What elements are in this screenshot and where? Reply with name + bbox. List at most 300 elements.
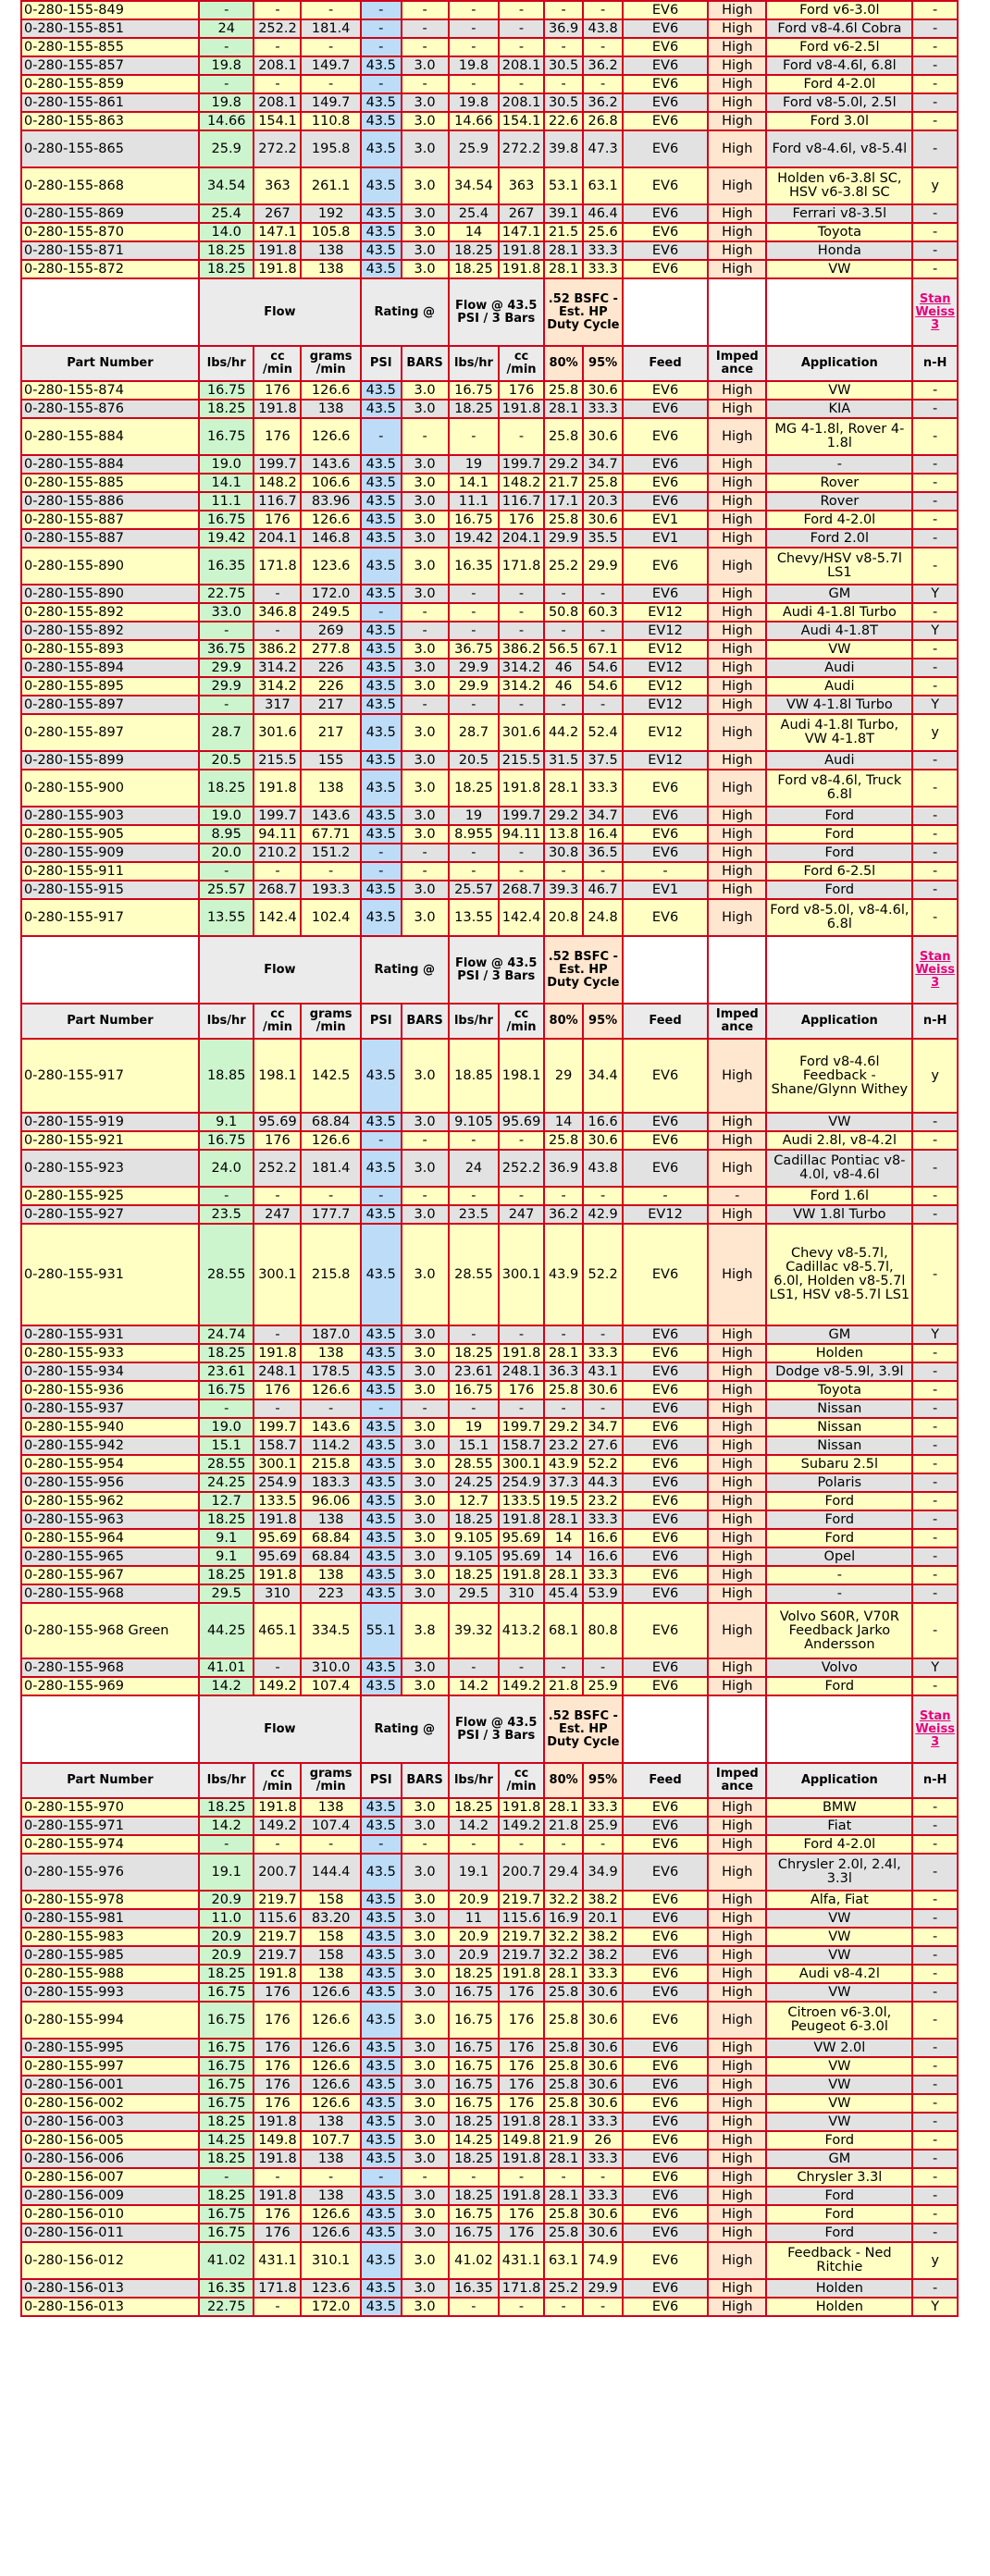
feed: EV6 bbox=[623, 223, 708, 241]
hp-95: 29.9 bbox=[583, 2279, 623, 2298]
part-number: 0-280-155-937 bbox=[21, 1399, 199, 1418]
flow-cc-min: 133.5 bbox=[499, 1492, 544, 1510]
cc-min: 199.7 bbox=[254, 1418, 301, 1436]
hp-80: 25.8 bbox=[544, 1381, 584, 1399]
application: Ford bbox=[766, 2224, 912, 2242]
bars: - bbox=[402, 1131, 449, 1150]
part-number: 0-280-155-890 bbox=[21, 585, 199, 603]
stan-weiss-link[interactable]: Stan Weiss 3 bbox=[912, 936, 958, 1004]
bars: - bbox=[402, 1187, 449, 1205]
impedance: High bbox=[708, 2205, 766, 2224]
cc-min: 200.7 bbox=[254, 1854, 301, 1891]
lbs-hr: 16.35 bbox=[199, 548, 254, 585]
n-h: - bbox=[912, 1381, 958, 1399]
bars: 3.0 bbox=[402, 881, 449, 899]
part-number: 0-280-155-903 bbox=[21, 807, 199, 825]
impedance: High bbox=[708, 2057, 766, 2076]
header-blank bbox=[21, 936, 199, 1004]
table-row bbox=[21, 2187, 958, 2205]
hp-95: 27.6 bbox=[583, 1436, 623, 1455]
psi: 43.5 bbox=[361, 2298, 402, 2316]
n-h: - bbox=[912, 2168, 958, 2187]
psi: 43.5 bbox=[361, 1362, 402, 1381]
n-h: - bbox=[912, 603, 958, 622]
cc-min: 154.1 bbox=[254, 112, 301, 130]
n-h: - bbox=[912, 2076, 958, 2094]
grams-min: - bbox=[301, 38, 360, 56]
grams-min: 181.4 bbox=[301, 1150, 360, 1187]
cc-min: - bbox=[254, 1658, 301, 1677]
application: Rover bbox=[766, 474, 912, 492]
bars: 3.0 bbox=[402, 1113, 449, 1131]
flow-cc-min: 142.4 bbox=[499, 899, 544, 936]
hp-95: - bbox=[583, 75, 623, 93]
feed: EV6 bbox=[623, 1854, 708, 1891]
n-h: - bbox=[912, 1510, 958, 1529]
application: Ford v6-2.5l bbox=[766, 38, 912, 56]
feed: EV6 bbox=[623, 112, 708, 130]
part-number: 0-280-156-012 bbox=[21, 2242, 199, 2279]
flow-lbs-hr: 14.66 bbox=[449, 112, 500, 130]
hp-80: - bbox=[544, 1399, 584, 1418]
application: Audi 4-1.8T bbox=[766, 622, 912, 640]
flow-cc-min: 248.1 bbox=[499, 1362, 544, 1381]
flow-cc-min: 191.8 bbox=[499, 770, 544, 807]
hp-80: 25.8 bbox=[544, 1983, 584, 2002]
flow-cc-min: 171.8 bbox=[499, 2279, 544, 2298]
flow-cc-min: 199.7 bbox=[499, 455, 544, 474]
n-h: - bbox=[912, 677, 958, 696]
table-row bbox=[21, 603, 958, 622]
hp-95: 30.6 bbox=[583, 2057, 623, 2076]
lbs-hr: 23.5 bbox=[199, 1205, 254, 1224]
cc-min: 191.8 bbox=[254, 1344, 301, 1362]
application: Audi 4-1.8l Turbo, VW 4-1.8T bbox=[766, 714, 912, 751]
flow-lbs-hr: 18.25 bbox=[449, 1798, 500, 1817]
impedance: High bbox=[708, 844, 766, 862]
flow-lbs-hr: 14.2 bbox=[449, 1677, 500, 1695]
flow-lbs-hr: 20.9 bbox=[449, 1928, 500, 1946]
hp-80: 16.9 bbox=[544, 1909, 584, 1928]
part-number: 0-280-155-868 bbox=[21, 167, 199, 204]
grams-min: - bbox=[301, 862, 360, 881]
hp-95: - bbox=[583, 862, 623, 881]
hp-80: 13.8 bbox=[544, 825, 584, 844]
n-h: - bbox=[912, 1677, 958, 1695]
feed: EV6 bbox=[623, 1983, 708, 2002]
hp-80: 44.2 bbox=[544, 714, 584, 751]
bars: 3.0 bbox=[402, 1529, 449, 1547]
hp-80: 28.1 bbox=[544, 400, 584, 418]
impedance: High bbox=[708, 1455, 766, 1473]
application: Volvo S60R, V70R Feedback Jarko Andersson bbox=[766, 1603, 912, 1658]
part-number: 0-280-155-936 bbox=[21, 1381, 199, 1399]
table-row bbox=[21, 474, 958, 492]
flow-cc-min: 268.7 bbox=[499, 881, 544, 899]
feed: EV6 bbox=[623, 2131, 708, 2150]
n-h: - bbox=[912, 1603, 958, 1658]
grams-min: 138 bbox=[301, 1566, 360, 1584]
feed: EV12 bbox=[623, 677, 708, 696]
part-number: 0-280-155-919 bbox=[21, 1113, 199, 1131]
grams-min: 192 bbox=[301, 204, 360, 223]
grams-min: 126.6 bbox=[301, 381, 360, 400]
flow-cc-min: - bbox=[499, 622, 544, 640]
psi: 43.5 bbox=[361, 2057, 402, 2076]
bars: 3.0 bbox=[402, 659, 449, 677]
application: Audi v8-4.2l bbox=[766, 1965, 912, 1983]
impedance: High bbox=[708, 2113, 766, 2131]
hp-95: - bbox=[583, 696, 623, 714]
flow-cc-min: 191.8 bbox=[499, 1344, 544, 1362]
hp-80: 25.2 bbox=[544, 548, 584, 585]
bars: 3.0 bbox=[402, 1584, 449, 1603]
hp-80: 25.8 bbox=[544, 2002, 584, 2039]
application: Ford bbox=[766, 2187, 912, 2205]
part-number: 0-280-155-870 bbox=[21, 223, 199, 241]
cc-min: - bbox=[254, 2298, 301, 2316]
cc-min: - bbox=[254, 585, 301, 603]
lbs-hr: 20.0 bbox=[199, 844, 254, 862]
hp-80: - bbox=[544, 38, 584, 56]
header-flow-cc-min: cc /min bbox=[499, 1004, 544, 1039]
lbs-hr: 18.25 bbox=[199, 2187, 254, 2205]
psi: 43.5 bbox=[361, 881, 402, 899]
grams-min: 178.5 bbox=[301, 1362, 360, 1381]
hp-80: - bbox=[544, 1325, 584, 1344]
part-number: 0-280-155-897 bbox=[21, 714, 199, 751]
feed: EV6 bbox=[623, 1965, 708, 1983]
bars: 3.0 bbox=[402, 1817, 449, 1835]
psi: 43.5 bbox=[361, 1658, 402, 1677]
hp-95: 30.6 bbox=[583, 2205, 623, 2224]
flow-lbs-hr: 16.75 bbox=[449, 2094, 500, 2113]
lbs-hr: - bbox=[199, 622, 254, 640]
cc-min: 210.2 bbox=[254, 844, 301, 862]
flow-lbs-hr: 18.25 bbox=[449, 2113, 500, 2131]
flow-lbs-hr: 29.9 bbox=[449, 677, 500, 696]
grams-min: 138 bbox=[301, 260, 360, 278]
grams-min: 138 bbox=[301, 1798, 360, 1817]
lbs-hr: - bbox=[199, 2168, 254, 2187]
flow-cc-min: - bbox=[499, 1325, 544, 1344]
grams-min: 142.5 bbox=[301, 1039, 360, 1113]
impedance: High bbox=[708, 492, 766, 511]
application: VW bbox=[766, 381, 912, 400]
cc-min: 219.7 bbox=[254, 1891, 301, 1909]
feed: EV6 bbox=[623, 807, 708, 825]
table-row bbox=[21, 75, 958, 93]
flow-lbs-hr: 16.75 bbox=[449, 2002, 500, 2039]
flow-lbs-hr: - bbox=[449, 1835, 500, 1854]
grams-min: 261.1 bbox=[301, 167, 360, 204]
table-row bbox=[21, 511, 958, 529]
flow-lbs-hr: - bbox=[449, 1, 500, 19]
feed: EV6 bbox=[623, 1362, 708, 1381]
application: Ford v8-5.0l, 2.5l bbox=[766, 93, 912, 112]
lbs-hr: - bbox=[199, 696, 254, 714]
part-number: 0-280-155-917 bbox=[21, 899, 199, 936]
cc-min: 219.7 bbox=[254, 1946, 301, 1965]
impedance: High bbox=[708, 2168, 766, 2187]
flow-lbs-hr: 16.75 bbox=[449, 2205, 500, 2224]
impedance: High bbox=[708, 2279, 766, 2298]
flow-cc-min: 199.7 bbox=[499, 807, 544, 825]
psi: 43.5 bbox=[361, 529, 402, 548]
hp-80: 30.5 bbox=[544, 93, 584, 112]
table-row bbox=[21, 1187, 958, 1205]
hp-95: 34.7 bbox=[583, 455, 623, 474]
grams-min: 83.20 bbox=[301, 1909, 360, 1928]
flow-lbs-hr: - bbox=[449, 2298, 500, 2316]
impedance: High bbox=[708, 1131, 766, 1150]
application: VW bbox=[766, 2076, 912, 2094]
stan-weiss-link[interactable]: Stan Weiss 3 bbox=[912, 1695, 958, 1763]
hp-80: 28.1 bbox=[544, 2150, 584, 2168]
impedance: High bbox=[708, 474, 766, 492]
bars: 3.0 bbox=[402, 1039, 449, 1113]
table-row bbox=[21, 825, 958, 844]
table-row bbox=[21, 418, 958, 455]
feed: EV12 bbox=[623, 659, 708, 677]
n-h: - bbox=[912, 1455, 958, 1473]
grams-min: 144.4 bbox=[301, 1854, 360, 1891]
stan-weiss-link[interactable]: Stan Weiss 3 bbox=[912, 278, 958, 346]
hp-95: 30.6 bbox=[583, 2224, 623, 2242]
flow-cc-min: 413.2 bbox=[499, 1603, 544, 1658]
cc-min: 133.5 bbox=[254, 1492, 301, 1510]
bars: 3.0 bbox=[402, 1205, 449, 1224]
bars: 3.0 bbox=[402, 1325, 449, 1344]
bars: 3.0 bbox=[402, 1510, 449, 1529]
grams-min: 83.96 bbox=[301, 492, 360, 511]
cc-min: 176 bbox=[254, 1131, 301, 1150]
feed: EV6 bbox=[623, 2168, 708, 2187]
application: Ford v8-4.6l Cobra bbox=[766, 19, 912, 38]
psi: 55.1 bbox=[361, 1603, 402, 1658]
hp-80: 46 bbox=[544, 659, 584, 677]
table-row bbox=[21, 1965, 958, 1983]
application: Ford 6-2.5l bbox=[766, 862, 912, 881]
hp-95: 29.9 bbox=[583, 548, 623, 585]
hp-95: 52.2 bbox=[583, 1224, 623, 1325]
header-cc-min: cc /min bbox=[254, 346, 301, 381]
hp-80: - bbox=[544, 585, 584, 603]
n-h: - bbox=[912, 862, 958, 881]
grams-min: 223 bbox=[301, 1584, 360, 1603]
application: VW bbox=[766, 1946, 912, 1965]
hp-80: 17.1 bbox=[544, 492, 584, 511]
lbs-hr: 34.54 bbox=[199, 167, 254, 204]
bars: 3.0 bbox=[402, 585, 449, 603]
hp-80: 31.5 bbox=[544, 751, 584, 770]
header-cc-min: cc /min bbox=[254, 1763, 301, 1798]
part-number: 0-280-155-887 bbox=[21, 511, 199, 529]
psi: 43.5 bbox=[361, 2187, 402, 2205]
n-h: - bbox=[912, 38, 958, 56]
bars: 3.0 bbox=[402, 2150, 449, 2168]
application: Chrysler 2.0l, 2.4l, 3.3l bbox=[766, 1854, 912, 1891]
impedance: High bbox=[708, 2094, 766, 2113]
n-h: - bbox=[912, 1798, 958, 1817]
cc-min: 149.2 bbox=[254, 1817, 301, 1835]
psi: 43.5 bbox=[361, 241, 402, 260]
grams-min: 138 bbox=[301, 241, 360, 260]
table-row bbox=[21, 2113, 958, 2131]
bars: 3.0 bbox=[402, 2039, 449, 2057]
header-blank bbox=[766, 936, 912, 1004]
flow-lbs-hr: 13.55 bbox=[449, 899, 500, 936]
lbs-hr: 20.9 bbox=[199, 1891, 254, 1909]
cc-min: 115.6 bbox=[254, 1909, 301, 1928]
application: VW bbox=[766, 2113, 912, 2131]
hp-95: 30.6 bbox=[583, 1983, 623, 2002]
flow-lbs-hr: 18.25 bbox=[449, 1510, 500, 1529]
n-h: - bbox=[912, 1113, 958, 1131]
table-row bbox=[21, 2205, 958, 2224]
impedance: High bbox=[708, 38, 766, 56]
lbs-hr: 22.75 bbox=[199, 585, 254, 603]
grams-min: 68.84 bbox=[301, 1113, 360, 1131]
feed: EV6 bbox=[623, 1436, 708, 1455]
cc-min: 191.8 bbox=[254, 1965, 301, 1983]
flow-cc-min: 176 bbox=[499, 2057, 544, 2076]
header-flow: Flow bbox=[199, 278, 361, 346]
hp-95: 53.9 bbox=[583, 1584, 623, 1603]
bars: 3.0 bbox=[402, 1436, 449, 1455]
flow-cc-min: 272.2 bbox=[499, 130, 544, 167]
application: Opel bbox=[766, 1547, 912, 1566]
impedance: High bbox=[708, 1547, 766, 1566]
psi: 43.5 bbox=[361, 93, 402, 112]
hp-95: 36.5 bbox=[583, 844, 623, 862]
feed: EV6 bbox=[623, 2298, 708, 2316]
n-h: - bbox=[912, 260, 958, 278]
psi: 43.5 bbox=[361, 1983, 402, 2002]
feed: EV6 bbox=[623, 1, 708, 19]
bars: 3.0 bbox=[402, 825, 449, 844]
table-row bbox=[21, 1584, 958, 1603]
lbs-hr: 13.55 bbox=[199, 899, 254, 936]
hp-80: 14 bbox=[544, 1529, 584, 1547]
hp-95: 33.3 bbox=[583, 770, 623, 807]
cc-min: - bbox=[254, 1187, 301, 1205]
n-h: - bbox=[912, 2205, 958, 2224]
impedance: High bbox=[708, 1113, 766, 1131]
header-flow: Flow bbox=[199, 1695, 361, 1763]
flow-lbs-hr: 9.105 bbox=[449, 1547, 500, 1566]
bars: 3.0 bbox=[402, 1946, 449, 1965]
hp-80: 30.5 bbox=[544, 56, 584, 75]
flow-cc-min: 154.1 bbox=[499, 112, 544, 130]
grams-min: 193.3 bbox=[301, 881, 360, 899]
flow-lbs-hr: 19.42 bbox=[449, 529, 500, 548]
header-grams-min: grams /min bbox=[301, 346, 360, 381]
part-number: 0-280-155-893 bbox=[21, 640, 199, 659]
lbs-hr: 18.25 bbox=[199, 1344, 254, 1362]
cc-min: 191.8 bbox=[254, 260, 301, 278]
table-row bbox=[21, 1039, 958, 1113]
flow-cc-min: 116.7 bbox=[499, 492, 544, 511]
flow-lbs-hr: 8.955 bbox=[449, 825, 500, 844]
hp-80: 50.8 bbox=[544, 603, 584, 622]
part-number: 0-280-155-956 bbox=[21, 1473, 199, 1492]
header-flow-at: Flow @ 43.5 PSI / 3 Bars bbox=[449, 1695, 544, 1763]
n-h: - bbox=[912, 640, 958, 659]
flow-cc-min: 176 bbox=[499, 2094, 544, 2113]
grams-min: 138 bbox=[301, 2187, 360, 2205]
flow-cc-min: 176 bbox=[499, 2002, 544, 2039]
flow-lbs-hr: 24.25 bbox=[449, 1473, 500, 1492]
grams-min: 226 bbox=[301, 659, 360, 677]
psi: 43.5 bbox=[361, 1909, 402, 1928]
psi: 43.5 bbox=[361, 548, 402, 585]
impedance: High bbox=[708, 751, 766, 770]
table-row bbox=[21, 223, 958, 241]
flow-cc-min: 310 bbox=[499, 1584, 544, 1603]
bars: 3.8 bbox=[402, 1603, 449, 1658]
lbs-hr: 16.75 bbox=[199, 2076, 254, 2094]
lbs-hr: 18.25 bbox=[199, 241, 254, 260]
header-blank bbox=[623, 1695, 708, 1763]
feed: EV6 bbox=[623, 167, 708, 204]
flow-lbs-hr: 25.57 bbox=[449, 881, 500, 899]
impedance: High bbox=[708, 112, 766, 130]
application: Nissan bbox=[766, 1418, 912, 1436]
application: Ford bbox=[766, 2131, 912, 2150]
bars: 3.0 bbox=[402, 381, 449, 400]
grams-min: 195.8 bbox=[301, 130, 360, 167]
table-row bbox=[21, 130, 958, 167]
part-number: 0-280-155-969 bbox=[21, 1677, 199, 1695]
cc-min: 248.1 bbox=[254, 1362, 301, 1381]
part-number: 0-280-155-940 bbox=[21, 1418, 199, 1436]
impedance: High bbox=[708, 2224, 766, 2242]
feed: EV12 bbox=[623, 714, 708, 751]
flow-lbs-hr: 18.25 bbox=[449, 2187, 500, 2205]
feed: EV6 bbox=[623, 1547, 708, 1566]
grams-min: 68.84 bbox=[301, 1547, 360, 1566]
hp-80: 29.9 bbox=[544, 529, 584, 548]
part-number: 0-280-155-871 bbox=[21, 241, 199, 260]
lbs-hr: 12.7 bbox=[199, 1492, 254, 1510]
impedance: High bbox=[708, 1039, 766, 1113]
cc-min: 95.69 bbox=[254, 1113, 301, 1131]
part-number: 0-280-155-876 bbox=[21, 400, 199, 418]
bars: 3.0 bbox=[402, 1381, 449, 1399]
feed: EV6 bbox=[623, 585, 708, 603]
lbs-hr: 33.0 bbox=[199, 603, 254, 622]
bars: 3.0 bbox=[402, 1492, 449, 1510]
hp-95: 30.6 bbox=[583, 418, 623, 455]
grams-min: 138 bbox=[301, 1510, 360, 1529]
lbs-hr: 19.8 bbox=[199, 93, 254, 112]
hp-80: 21.7 bbox=[544, 474, 584, 492]
application: Alfa, Fiat bbox=[766, 1891, 912, 1909]
flow-cc-min: 95.69 bbox=[499, 1113, 544, 1131]
cc-min: 191.8 bbox=[254, 1510, 301, 1529]
grams-min: 123.6 bbox=[301, 2279, 360, 2298]
table-row bbox=[21, 1510, 958, 1529]
application: Volvo bbox=[766, 1658, 912, 1677]
feed: EV12 bbox=[623, 640, 708, 659]
flow-cc-min: 267 bbox=[499, 204, 544, 223]
psi: 43.5 bbox=[361, 2113, 402, 2131]
cc-min: 171.8 bbox=[254, 548, 301, 585]
bars: 3.0 bbox=[402, 1854, 449, 1891]
n-h: - bbox=[912, 751, 958, 770]
cc-min: 247 bbox=[254, 1205, 301, 1224]
